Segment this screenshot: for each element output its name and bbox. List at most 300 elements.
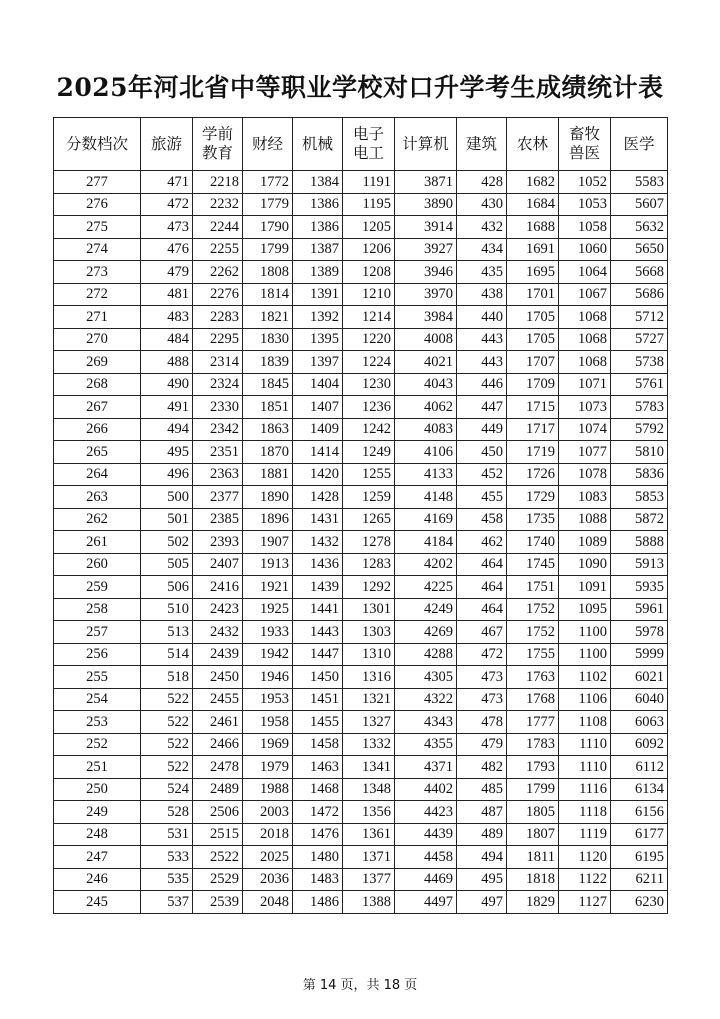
count-cell: 1896 [243, 508, 293, 531]
table-row [54, 733, 668, 756]
count-cell: 476 [141, 238, 193, 261]
count-cell: 447 [457, 396, 507, 419]
count-cell: 1707 [507, 351, 559, 374]
count-cell: 473 [457, 666, 507, 689]
count-cell: 1783 [507, 733, 559, 756]
score-cell: 260 [54, 553, 141, 576]
count-cell: 531 [141, 823, 193, 846]
count-cell: 4458 [395, 846, 457, 869]
score-cell: 274 [54, 238, 141, 261]
table-row [54, 531, 668, 554]
count-cell: 4402 [395, 778, 457, 801]
count-cell: 2262 [193, 261, 243, 284]
count-cell: 4133 [395, 463, 457, 486]
count-cell: 1870 [243, 441, 293, 464]
count-cell: 1942 [243, 643, 293, 666]
count-cell: 495 [141, 441, 193, 464]
column-header: 分数档次 [54, 118, 141, 171]
count-cell: 2407 [193, 553, 243, 576]
count-cell: 1332 [343, 733, 395, 756]
count-cell: 428 [457, 171, 507, 194]
count-cell: 1321 [343, 688, 395, 711]
count-cell: 5935 [611, 576, 668, 599]
table-row [54, 576, 668, 599]
count-cell: 2018 [243, 823, 293, 846]
count-cell: 1779 [243, 193, 293, 216]
count-cell: 1719 [507, 441, 559, 464]
count-cell: 1432 [293, 531, 343, 554]
count-cell: 1428 [293, 486, 343, 509]
count-cell: 1752 [507, 621, 559, 644]
count-cell: 1958 [243, 711, 293, 734]
count-cell: 1763 [507, 666, 559, 689]
count-cell: 6134 [611, 778, 668, 801]
column-header: 计算机 [395, 118, 457, 171]
count-cell: 5632 [611, 216, 668, 239]
count-cell: 1361 [343, 823, 395, 846]
count-cell: 4322 [395, 688, 457, 711]
count-cell: 473 [457, 688, 507, 711]
count-cell: 494 [457, 846, 507, 869]
count-cell: 5810 [611, 441, 668, 464]
count-cell: 1439 [293, 576, 343, 599]
count-cell: 1205 [343, 216, 395, 239]
count-cell: 6063 [611, 711, 668, 734]
score-cell: 263 [54, 486, 141, 509]
count-cell: 472 [141, 193, 193, 216]
count-cell: 2506 [193, 801, 243, 824]
count-cell: 489 [457, 823, 507, 846]
count-cell: 5999 [611, 643, 668, 666]
count-cell: 537 [141, 891, 193, 914]
count-cell: 1441 [293, 598, 343, 621]
count-cell: 1206 [343, 238, 395, 261]
count-cell: 1752 [507, 598, 559, 621]
count-cell: 1480 [293, 846, 343, 869]
count-cell: 2324 [193, 373, 243, 396]
count-cell: 1755 [507, 643, 559, 666]
page-title: 2025年河北省中等职业学校对口升学考生成绩统计表 [56, 73, 664, 102]
count-cell: 506 [141, 576, 193, 599]
count-cell: 2314 [193, 351, 243, 374]
count-cell: 6021 [611, 666, 668, 689]
table-row [54, 778, 668, 801]
count-cell: 1799 [243, 238, 293, 261]
count-cell: 479 [141, 261, 193, 284]
score-cell: 265 [54, 441, 141, 464]
table-row [54, 891, 668, 914]
count-cell: 496 [141, 463, 193, 486]
score-cell: 275 [54, 216, 141, 239]
count-cell: 500 [141, 486, 193, 509]
count-cell: 1088 [559, 508, 611, 531]
count-cell: 1259 [343, 486, 395, 509]
count-cell: 2416 [193, 576, 243, 599]
count-cell: 1064 [559, 261, 611, 284]
score-cell: 257 [54, 621, 141, 644]
count-cell: 1921 [243, 576, 293, 599]
count-cell: 1476 [293, 823, 343, 846]
count-cell: 4469 [395, 868, 457, 891]
count-cell: 1089 [559, 531, 611, 554]
count-cell: 4169 [395, 508, 457, 531]
count-cell: 1283 [343, 553, 395, 576]
count-cell: 4106 [395, 441, 457, 464]
column-header: 畜牧 兽医 [559, 118, 611, 171]
count-cell: 1472 [293, 801, 343, 824]
count-cell: 4305 [395, 666, 457, 689]
count-cell: 1310 [343, 643, 395, 666]
count-cell: 1090 [559, 553, 611, 576]
count-cell: 1431 [293, 508, 343, 531]
count-cell: 4021 [395, 351, 457, 374]
count-cell: 1224 [343, 351, 395, 374]
score-cell: 253 [54, 711, 141, 734]
count-cell: 1388 [343, 891, 395, 914]
count-cell: 1348 [343, 778, 395, 801]
count-cell: 2423 [193, 598, 243, 621]
table-row [54, 711, 668, 734]
count-cell: 1053 [559, 193, 611, 216]
table-row [54, 351, 668, 374]
count-cell: 1120 [559, 846, 611, 869]
count-cell: 1913 [243, 553, 293, 576]
count-cell: 1110 [559, 756, 611, 779]
count-cell: 1717 [507, 418, 559, 441]
count-cell: 1684 [507, 193, 559, 216]
table-row [54, 621, 668, 644]
count-cell: 1391 [293, 283, 343, 306]
count-cell: 3890 [395, 193, 457, 216]
count-cell: 1208 [343, 261, 395, 284]
count-cell: 5650 [611, 238, 668, 261]
count-cell: 464 [457, 598, 507, 621]
count-cell: 4249 [395, 598, 457, 621]
table-row [54, 598, 668, 621]
count-cell: 1483 [293, 868, 343, 891]
count-cell: 4043 [395, 373, 457, 396]
count-cell: 1450 [293, 666, 343, 689]
count-cell: 1447 [293, 643, 343, 666]
count-cell: 2003 [243, 801, 293, 824]
count-cell: 6040 [611, 688, 668, 711]
count-cell: 5668 [611, 261, 668, 284]
table-row [54, 868, 668, 891]
count-cell: 4184 [395, 531, 457, 554]
count-cell: 1486 [293, 891, 343, 914]
count-cell: 1067 [559, 283, 611, 306]
table-body [54, 171, 668, 914]
count-cell: 4355 [395, 733, 457, 756]
count-cell: 1969 [243, 733, 293, 756]
count-cell: 479 [457, 733, 507, 756]
count-cell: 2025 [243, 846, 293, 869]
count-cell: 5978 [611, 621, 668, 644]
count-cell: 2218 [193, 171, 243, 194]
count-cell: 2342 [193, 418, 243, 441]
count-cell: 5583 [611, 171, 668, 194]
column-header: 建筑 [457, 118, 507, 171]
count-cell: 1214 [343, 306, 395, 329]
score-cell: 264 [54, 463, 141, 486]
count-cell: 2232 [193, 193, 243, 216]
count-cell: 1695 [507, 261, 559, 284]
count-cell: 471 [141, 171, 193, 194]
count-cell: 1863 [243, 418, 293, 441]
count-cell: 497 [457, 891, 507, 914]
column-header: 医学 [611, 118, 668, 171]
column-header: 电子 电工 [343, 118, 395, 171]
count-cell: 1052 [559, 171, 611, 194]
count-cell: 1078 [559, 463, 611, 486]
count-cell: 1386 [293, 216, 343, 239]
count-cell: 1705 [507, 328, 559, 351]
count-cell: 1220 [343, 328, 395, 351]
count-cell: 1821 [243, 306, 293, 329]
count-cell: 3984 [395, 306, 457, 329]
count-cell: 495 [457, 868, 507, 891]
count-cell: 1083 [559, 486, 611, 509]
count-cell: 485 [457, 778, 507, 801]
table-row [54, 463, 668, 486]
count-cell: 5853 [611, 486, 668, 509]
count-cell: 2439 [193, 643, 243, 666]
count-cell: 1925 [243, 598, 293, 621]
count-cell: 2450 [193, 666, 243, 689]
count-cell: 483 [141, 306, 193, 329]
count-cell: 1751 [507, 576, 559, 599]
count-cell: 1818 [507, 868, 559, 891]
count-cell: 1979 [243, 756, 293, 779]
count-cell: 2478 [193, 756, 243, 779]
count-cell: 1106 [559, 688, 611, 711]
score-cell: 251 [54, 756, 141, 779]
header-row [54, 118, 668, 171]
score-cell: 256 [54, 643, 141, 666]
count-cell: 452 [457, 463, 507, 486]
score-cell: 259 [54, 576, 141, 599]
count-cell: 482 [457, 756, 507, 779]
count-cell: 1407 [293, 396, 343, 419]
count-cell: 464 [457, 576, 507, 599]
count-cell: 1377 [343, 868, 395, 891]
count-cell: 478 [457, 711, 507, 734]
count-cell: 1100 [559, 621, 611, 644]
count-cell: 1387 [293, 238, 343, 261]
count-cell: 1468 [293, 778, 343, 801]
count-cell: 1436 [293, 553, 343, 576]
count-cell: 4343 [395, 711, 457, 734]
table-row [54, 756, 668, 779]
score-cell: 255 [54, 666, 141, 689]
count-cell: 484 [141, 328, 193, 351]
score-cell: 271 [54, 306, 141, 329]
count-cell: 1726 [507, 463, 559, 486]
count-cell: 1814 [243, 283, 293, 306]
count-cell: 1060 [559, 238, 611, 261]
table-row [54, 283, 668, 306]
table-row [54, 396, 668, 419]
table-row [54, 688, 668, 711]
count-cell: 1058 [559, 216, 611, 239]
count-cell: 1414 [293, 441, 343, 464]
count-cell: 1808 [243, 261, 293, 284]
count-cell: 1095 [559, 598, 611, 621]
count-cell: 1829 [507, 891, 559, 914]
count-cell: 1371 [343, 846, 395, 869]
count-cell: 1688 [507, 216, 559, 239]
count-cell: 1230 [343, 373, 395, 396]
count-cell: 6230 [611, 891, 668, 914]
score-cell: 261 [54, 531, 141, 554]
count-cell: 443 [457, 351, 507, 374]
count-cell: 3970 [395, 283, 457, 306]
column-header: 学前 教育 [193, 118, 243, 171]
count-cell: 4148 [395, 486, 457, 509]
count-cell: 5761 [611, 373, 668, 396]
count-cell: 502 [141, 531, 193, 554]
count-cell: 1122 [559, 868, 611, 891]
count-cell: 2529 [193, 868, 243, 891]
count-cell: 473 [141, 216, 193, 239]
count-cell: 1242 [343, 418, 395, 441]
count-cell: 1068 [559, 328, 611, 351]
count-cell: 1933 [243, 621, 293, 644]
table-row [54, 373, 668, 396]
count-cell: 1265 [343, 508, 395, 531]
count-cell: 432 [457, 216, 507, 239]
column-header: 旅游 [141, 118, 193, 171]
count-cell: 1392 [293, 306, 343, 329]
score-cell: 248 [54, 823, 141, 846]
count-cell: 1100 [559, 643, 611, 666]
count-cell: 464 [457, 553, 507, 576]
count-cell: 5783 [611, 396, 668, 419]
count-cell: 1191 [343, 171, 395, 194]
score-cell: 246 [54, 868, 141, 891]
count-cell: 1682 [507, 171, 559, 194]
count-cell: 4439 [395, 823, 457, 846]
count-cell: 5727 [611, 328, 668, 351]
count-cell: 1409 [293, 418, 343, 441]
count-cell: 1799 [507, 778, 559, 801]
count-cell: 533 [141, 846, 193, 869]
count-cell: 6195 [611, 846, 668, 869]
count-cell: 1316 [343, 666, 395, 689]
count-cell: 1907 [243, 531, 293, 554]
count-cell: 6177 [611, 823, 668, 846]
count-cell: 2283 [193, 306, 243, 329]
table-row [54, 418, 668, 441]
score-cell: 245 [54, 891, 141, 914]
count-cell: 510 [141, 598, 193, 621]
score-cell: 247 [54, 846, 141, 869]
count-cell: 2539 [193, 891, 243, 914]
count-cell: 524 [141, 778, 193, 801]
count-cell: 1811 [507, 846, 559, 869]
count-cell: 2461 [193, 711, 243, 734]
count-cell: 2489 [193, 778, 243, 801]
count-cell: 1807 [507, 823, 559, 846]
count-cell: 438 [457, 283, 507, 306]
count-cell: 522 [141, 756, 193, 779]
count-cell: 2466 [193, 733, 243, 756]
count-cell: 1389 [293, 261, 343, 284]
count-cell: 2522 [193, 846, 243, 869]
score-cell: 270 [54, 328, 141, 351]
count-cell: 440 [457, 306, 507, 329]
count-cell: 1278 [343, 531, 395, 554]
count-cell: 1195 [343, 193, 395, 216]
table-row [54, 508, 668, 531]
table-row [54, 823, 668, 846]
count-cell: 490 [141, 373, 193, 396]
count-cell: 1745 [507, 553, 559, 576]
score-cell: 277 [54, 171, 141, 194]
score-cell: 258 [54, 598, 141, 621]
count-cell: 514 [141, 643, 193, 666]
count-cell: 1463 [293, 756, 343, 779]
count-cell: 6156 [611, 801, 668, 824]
score-cell: 254 [54, 688, 141, 711]
count-cell: 6211 [611, 868, 668, 891]
score-cell: 276 [54, 193, 141, 216]
count-cell: 1118 [559, 801, 611, 824]
count-cell: 2393 [193, 531, 243, 554]
count-cell: 522 [141, 711, 193, 734]
table-row [54, 666, 668, 689]
column-header: 农林 [507, 118, 559, 171]
count-cell: 1108 [559, 711, 611, 734]
count-cell: 487 [457, 801, 507, 824]
count-cell: 3927 [395, 238, 457, 261]
count-cell: 4269 [395, 621, 457, 644]
score-cell: 273 [54, 261, 141, 284]
count-cell: 4288 [395, 643, 457, 666]
count-cell: 1397 [293, 351, 343, 374]
count-cell: 2351 [193, 441, 243, 464]
count-cell: 1768 [507, 688, 559, 711]
count-cell: 1068 [559, 351, 611, 374]
count-cell: 2455 [193, 688, 243, 711]
count-cell: 488 [141, 351, 193, 374]
count-cell: 1071 [559, 373, 611, 396]
count-cell: 2036 [243, 868, 293, 891]
count-cell: 3914 [395, 216, 457, 239]
count-cell: 467 [457, 621, 507, 644]
count-cell: 2330 [193, 396, 243, 419]
count-cell: 1839 [243, 351, 293, 374]
count-cell: 1301 [343, 598, 395, 621]
count-cell: 1772 [243, 171, 293, 194]
table-row [54, 801, 668, 824]
count-cell: 455 [457, 486, 507, 509]
table-row [54, 238, 668, 261]
score-cell: 252 [54, 733, 141, 756]
count-cell: 1890 [243, 486, 293, 509]
count-cell: 458 [457, 508, 507, 531]
count-cell: 1691 [507, 238, 559, 261]
column-header: 财经 [243, 118, 293, 171]
score-statistics-table [53, 117, 668, 914]
count-cell: 2515 [193, 823, 243, 846]
count-cell: 5888 [611, 531, 668, 554]
count-cell: 1805 [507, 801, 559, 824]
count-cell: 1740 [507, 531, 559, 554]
score-cell: 269 [54, 351, 141, 374]
count-cell: 1451 [293, 688, 343, 711]
count-cell: 4423 [395, 801, 457, 824]
